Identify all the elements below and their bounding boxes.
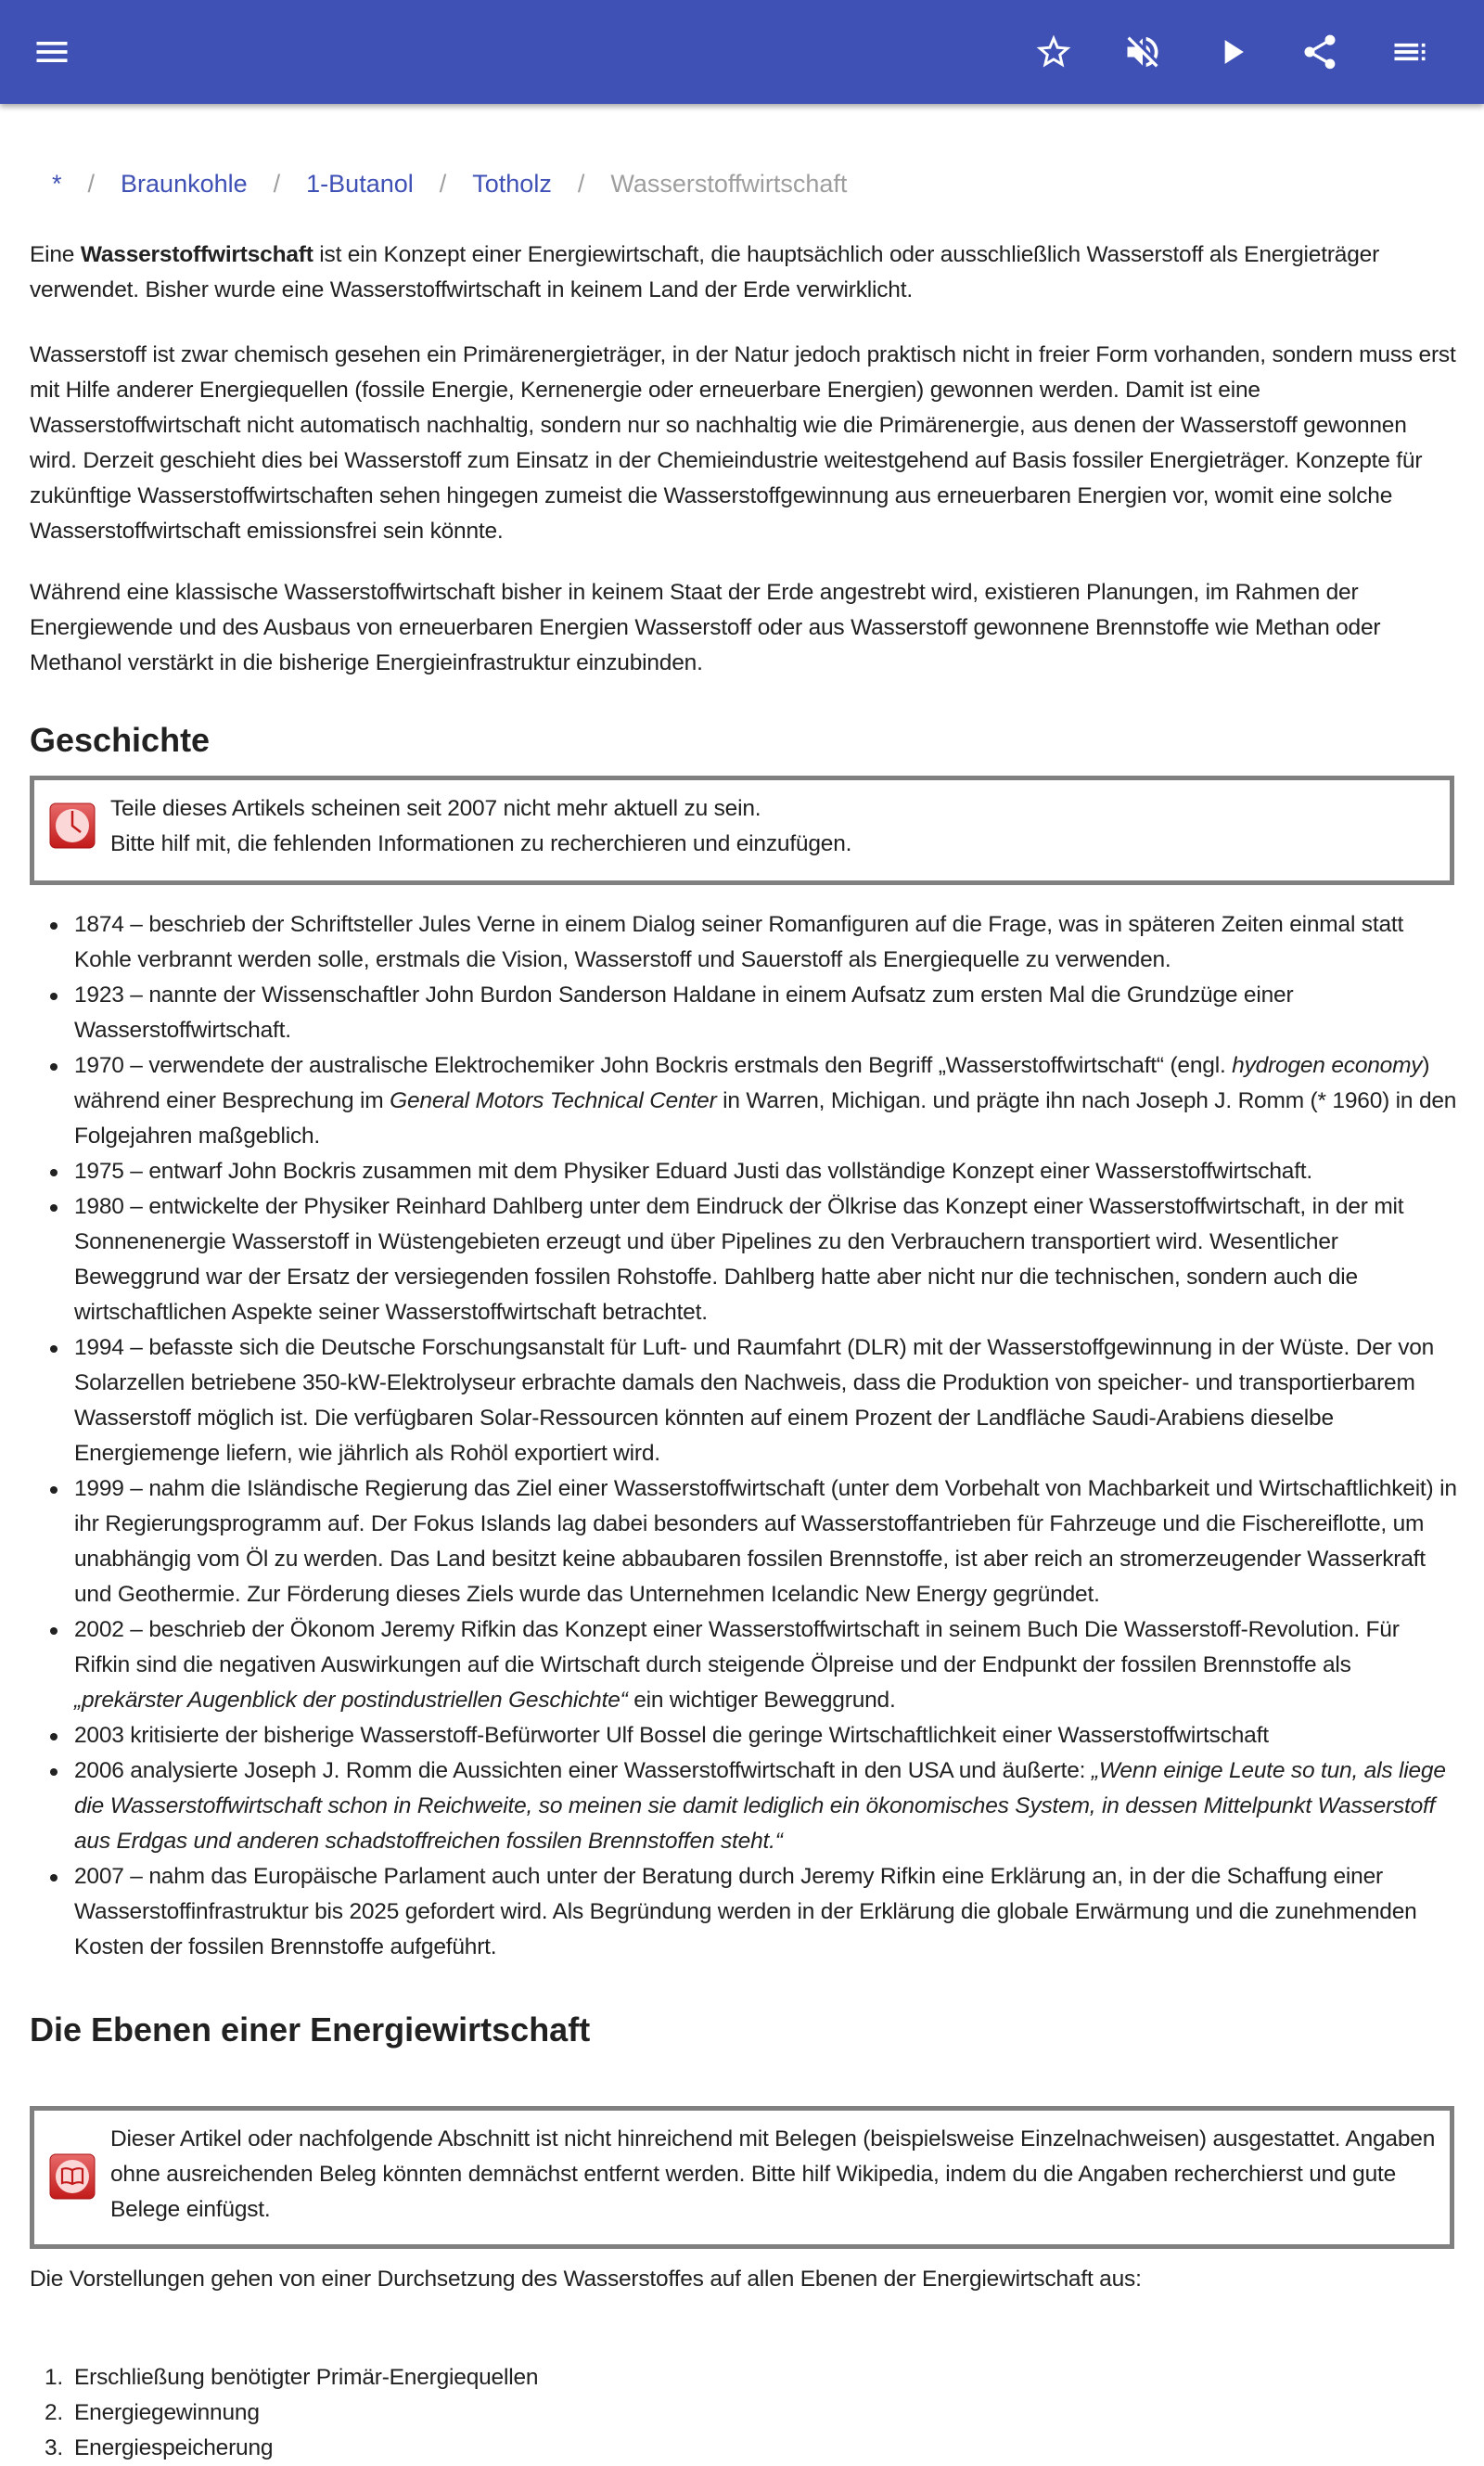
breadcrumb [52, 167, 847, 200]
italic-text: General Motors Technical Center [390, 1088, 717, 1113]
breadcrumb-separator: / [439, 170, 447, 198]
text: Erschließung benötigter Primär-Energiequellen [74, 2365, 539, 2390]
outdated-notice [30, 776, 1454, 885]
play-button[interactable] [1204, 24, 1260, 80]
list-item [30, 1048, 1458, 1154]
menu-button[interactable] [24, 24, 80, 80]
text: ist ein Konzept einer Energiewirtschaft, die hauptsächlich oder ausschließlich Wasserstoff als Energieträger verwendet. Bisher wurde eine Wasserstoffwirtschaft in keinem Land der Erde verwirklicht. [30, 242, 1380, 302]
list-item: 2003 kritisierte der bisherige Wasserstoff-Befürworter Ulf Bossel die geringe Wirtschaftlichkeit einer Wasserstoffwirtschaft [30, 1718, 1458, 1753]
list-item [30, 2395, 1458, 2431]
list-item: 1874 – beschrieb der Schriftsteller Jules Verne in einem Dialog seiner Romanfiguren auf die Frage, was in späteren Zeiten einmal statt Kohle verbrannt werden solle, erstmals die Vision, Wasserstoff und Sauerstoff als Energiequelle zu verwenden. [30, 907, 1458, 978]
list-item: 1994 – befasste sich die Deutsche Forschungsanstalt für Luft- und Raumfahrt (DLR) mit der Wasserstoffgewinnung in der Wüste. Der von Solarzellen betriebene 350-kW-Elektrolyseur erbrachte damals den Nachweis, dass die Produktion von speicher- und transportierbarem Wasserstoff möglich ist. Die verfügbaren Solar-Ressourcen könnten auf einem Prozent der Landfläche Saudi-Arabiens dieselbe Energiemenge liefern, wie jährlich als Rohöl exportiert wird. [30, 1330, 1458, 1471]
history-list [30, 907, 1458, 1965]
levels-list [30, 2360, 1458, 2466]
italic-text: hydrogen economy [1232, 1053, 1423, 1078]
text: Energiespeicherung [74, 2435, 274, 2460]
breadcrumb-separator: / [87, 170, 96, 198]
italic-quote: „Wenn einige Leute so tun, als liege die Wasserstoffwirtschaft schon in Reichweite, so meinen sie damit lediglich ein ökonomisches System, in dessen Mittelpunkt Wasserstoff aus Erdgas und anderen schadstoffreichen fossilen Brennstoffen steht.“ [74, 1758, 1446, 1854]
breadcrumb-item-home[interactable]: * [52, 170, 62, 198]
list-item: 1923 – nannte der Wissenschaftler John Burdon Sanderson Haldane in einem Aufsatz zum ersten Mal die Grundzüge einer Wasserstoffwirtschaft. [30, 978, 1458, 1048]
section-heading-ebenen: Die Ebenen einer Energiewirtschaft [30, 2010, 591, 2049]
text: 2002 – beschrieb der Ökonom Jeremy Rifkin das Konzept einer Wasserstoffwirtschaft in seinem Buch Die Wasserstoff-Revolution. Für Rifkin sind die negativen Auswirkungen auf die Wirtschaft durch steigende Ölpreise und der Endpunkt der fossilen Brennstoffe als [74, 1617, 1400, 1677]
intro-paragraph-1 [30, 238, 1458, 308]
volume-off-icon [1122, 32, 1163, 72]
notice-line-1: Teile dieses Artikels scheinen seit 2007 nicht mehr aktuell zu sein. [110, 796, 761, 821]
text: Energiegewinnung [74, 2400, 260, 2425]
text: 2006 analysierte Joseph J. Romm die Aussichten einer Wasserstoffwirtschaft in den USA und äußerte: [74, 1758, 1092, 1783]
breadcrumb-separator: / [577, 170, 585, 198]
play-icon [1211, 32, 1252, 72]
ebenen-intro: Die Vorstellungen gehen von einer Durchsetzung des Wasserstoffes auf allen Ebenen der Energiewirtschaft aus: [30, 2267, 1142, 2292]
book-citation-icon [49, 2153, 96, 2200]
contents-button[interactable] [1382, 24, 1438, 80]
notice-line-2: Bitte hilf mit, die fehlenden Informationen zu recherchieren und einzufügen. [110, 831, 852, 856]
list-number: 2. [45, 2400, 64, 2425]
breadcrumb-item-totholz[interactable]: Totholz [472, 170, 552, 198]
breadcrumb-separator: / [273, 170, 281, 198]
list-number: 3. [45, 2435, 64, 2460]
list-item [30, 1612, 1458, 1718]
text: ein wichtiger Beweggrund. [627, 1688, 896, 1713]
list-item [30, 2431, 1458, 2466]
clock-outdated-icon [49, 803, 96, 849]
list-item [30, 1753, 1458, 1859]
section-heading-geschichte: Geschichte [30, 721, 211, 759]
share-button[interactable] [1292, 24, 1348, 80]
breadcrumb-current: Wasserstoffwirtschaft [610, 170, 848, 198]
mute-button[interactable] [1115, 24, 1171, 80]
list-item: 1980 – entwickelte der Physiker Reinhard Dahlberg unter dem Eindruck der Ölkrise das Konzept einer Wasserstoffwirtschaft, in der mit Sonnenenergie Wasserstoff in Wüstengebieten erzeugt und über Pipelines zu den Verbrauchern transportiert wird. Wesentlicher Beweggrund war der Ersatz der versiegenden fossilen Rohstoffe. Dahlberg hatte aber nicht nur die technischen, sondern auch die wirtschaftlichen Aspekte seiner Wasserstoffwirtschaft betrachtet. [30, 1189, 1458, 1330]
article-title-bold: Wasserstoffwirtschaft [80, 242, 313, 267]
citation-needed-notice [30, 2106, 1454, 2249]
text: 1970 – verwendete der australische Elektrochemiker John Bockris erstmals den Begriff „Wasserstoffwirtschaft“ (engl. [74, 1053, 1233, 1078]
intro-paragraph-3: Während eine klassische Wasserstoffwirtschaft bisher in keinem Staat der Erde angestrebt wird, existieren Planungen, im Rahmen der Energiewende und des Ausbaus von erneuerbaren Energien Wasserstoff oder aus Wasserstoff gewonnene Brennstoffe wie Methan oder Methanol verstärkt in die bisherige Energieinfrastruktur einzubinden. [30, 580, 1381, 675]
italic-quote: „prekärster Augenblick der postindustriellen Geschichte“ [74, 1688, 628, 1713]
bookmark-button[interactable] [1026, 24, 1081, 80]
list-item: 1999 – nahm die Isländische Regierung das Ziel einer Wasserstoffwirtschaft (unter dem Vorbehalt von Machbarkeit und Wirtschaftlichkeit) in ihr Regierungsprogramm auf. Der Fokus Islands lag dabei besonders auf Wasserstoffantrieben für Fahrzeuge und die Fischereiflotte, um unabhängig vom Öl zu werden. Das Land besitzt keine abbaubaren fossilen Brennstoffe, ist aber reich an stromerzeugender Wasserkraft und Geothermie. Zur Förderung dieses Ziels wurde das Unternehmen Icelandic New Energy gegründet. [30, 1471, 1458, 1612]
toc-list-icon [1389, 32, 1430, 72]
list-item: 2007 – nahm das Europäische Parlament auch unter der Beratung durch Jeremy Rifkin eine Erklärung an, in der die Schaffung einer Wasserstoffinfrastruktur bis 2025 gefordert wird. Als Begründung werden in der Erklärung die globale Erwärmung und die zunehmenden Kosten der fossilen Brennstoffe aufgeführt. [30, 1859, 1458, 1965]
breadcrumb-item-butanol[interactable]: 1-Butanol [306, 170, 414, 198]
intro-paragraph-2: Wasserstoff ist zwar chemisch gesehen ein Primärenergieträger, in der Natur jedoch praktisch nicht in freier Form vorhanden, sondern muss erst mit Hilfe anderer Energiequellen (fossile Energie, Kernenergie oder erneuerbare Energien) gewonnen werden. Damit ist eine Wasserstoffwirtschaft nicht automatisch nachhaltig, sondern nur so nachhaltig wie die Primärenergie, aus denen der Wasserstoff gewonnen wird. Derzeit geschieht dies bei Wasserstoff zum Einsatz in der Chemieindustrie weitestgehend auf Basis fossiler Energieträger. Konzepte für zukünftige Wasserstoffwirtschaften sehen hingegen zumeist die Wasserstoffgewinnung aus erneuerbaren Energien vor, womit eine solche Wasserstoffwirtschaft emissionsfrei sein könnte. [30, 342, 1456, 544]
notice-text: Dieser Artikel oder nachfolgende Abschnitt ist nicht hinreichend mit Belegen (beispielsweise Einzelnachweisen) ausgestattet. Angaben ohne ausreichenden Beleg könnten demnächst entfernt werden. Bitte hilf Wikipedia, indem du die Angaben recherchierst und gute Belege einfügst. [110, 2126, 1436, 2222]
breadcrumb-item-braunkohle[interactable]: Braunkohle [121, 170, 248, 198]
text: Eine [30, 242, 81, 267]
list-item [30, 2360, 1458, 2395]
app-bar [0, 0, 1484, 104]
hamburger-menu-icon [32, 32, 72, 72]
star-outline-icon [1033, 32, 1074, 72]
text: in Warren, Michigan. und prägte ihn nach Joseph J. Romm (* 1960) in den Folgejahren maßgeblich. [74, 1088, 1457, 1149]
text: ) während einer Besprechung im [74, 1053, 1430, 1113]
list-number: 1. [45, 2365, 64, 2390]
list-item: 1975 – entwarf John Bockris zusammen mit dem Physiker Eduard Justi das vollständige Konzept einer Wasserstoffwirtschaft. [30, 1154, 1458, 1189]
share-icon [1299, 32, 1340, 72]
